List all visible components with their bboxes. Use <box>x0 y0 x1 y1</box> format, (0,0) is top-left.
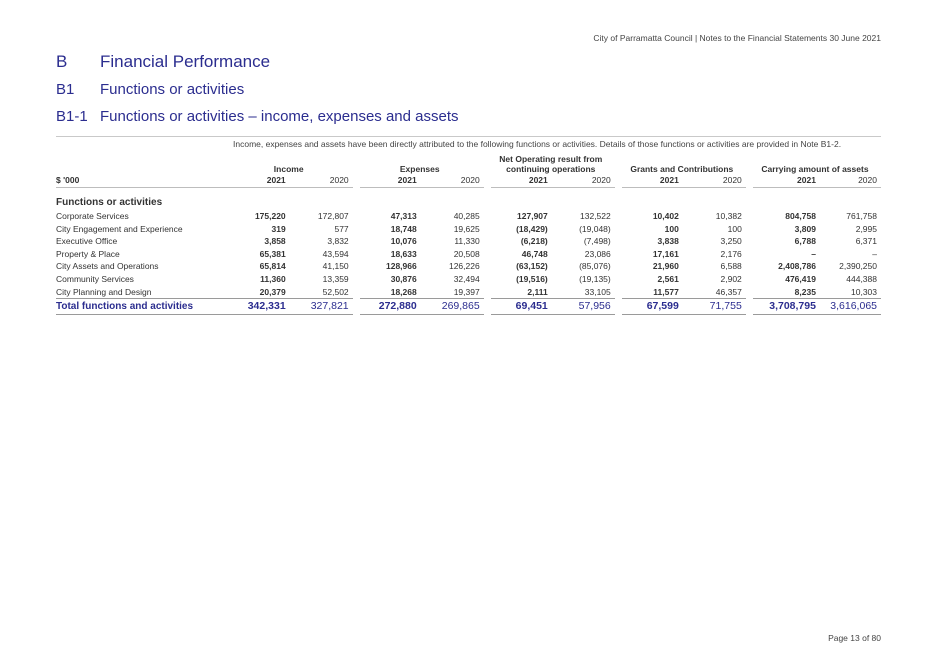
table-cell: 10,076 <box>390 236 417 247</box>
table-cell: 20,508 <box>453 248 480 259</box>
column-spacer <box>484 286 491 299</box>
heading-title: Financial Performance <box>100 52 271 71</box>
table-cell: 132,522 <box>580 211 611 221</box>
table-cell: 6,588 <box>720 261 742 272</box>
table-cell: 100 <box>664 223 679 234</box>
table-cell: 10,402 <box>652 211 679 221</box>
column-spacer <box>484 210 491 223</box>
column-spacer <box>746 235 753 248</box>
year-header: 2020 <box>552 174 615 188</box>
table-body <box>56 210 881 299</box>
table-row <box>56 235 881 248</box>
column-spacer <box>353 286 360 299</box>
group-line1 <box>753 154 881 164</box>
column-spacer <box>484 260 491 273</box>
section-heading-b1 <box>56 81 244 98</box>
table-cell: 10,382 <box>715 211 742 221</box>
table-cell: 127,907 <box>517 211 548 221</box>
heading-title: Functions or activities <box>100 81 245 98</box>
table-cell: 13,359 <box>322 273 349 284</box>
table-cell: 444,388 <box>846 273 877 284</box>
row-label: Community Services <box>56 273 134 284</box>
table-cell: 18,268 <box>390 286 417 297</box>
heading-number: B1 <box>56 81 75 98</box>
column-spacer <box>615 273 622 286</box>
group-assets-header: Carrying amount of assets <box>761 164 869 174</box>
heading-number: B <box>56 52 68 71</box>
group-header-row-2 <box>56 164 881 174</box>
table-cell: 2,408,786 <box>778 261 816 272</box>
table-cell: – <box>811 248 816 259</box>
table-cell: 175,220 <box>254 211 286 221</box>
table-cell: (85,076) <box>579 261 611 272</box>
column-spacer <box>353 273 360 286</box>
heading-divider <box>56 136 881 137</box>
table-cell: 57,956 <box>552 299 615 315</box>
table-cell: 476,419 <box>785 273 816 284</box>
unit-label: $ '000 <box>56 174 229 188</box>
table-cell: 19,397 <box>453 286 480 297</box>
year-header: 2021 <box>491 174 552 188</box>
table-cell: 172,807 <box>317 211 349 221</box>
column-spacer <box>746 223 753 236</box>
intro-text: Income, expenses and assets have been directly attributed to the following functions or activities. Details of those functions or activities are provided in Note B1-2. <box>233 139 842 149</box>
year-header: 2021 <box>360 174 421 188</box>
group-expenses-header: Expenses <box>399 164 440 174</box>
column-spacer <box>484 273 491 286</box>
section-heading-b <box>56 52 270 72</box>
column-spacer <box>746 210 753 223</box>
table-cell: 804,758 <box>785 211 816 221</box>
table-cell: 577 <box>334 223 349 234</box>
table-cell: 23,086 <box>584 248 611 259</box>
year-header: 2021 <box>229 174 290 188</box>
group-line1 <box>622 154 746 164</box>
table-cell: 11,360 <box>260 273 286 284</box>
column-spacer <box>484 223 491 236</box>
column-spacer <box>353 210 360 223</box>
table-cell: 46,357 <box>715 286 742 297</box>
table-cell: (6,218) <box>520 236 548 247</box>
table-cell: 11,330 <box>454 236 480 247</box>
table-cell: 128,966 <box>385 261 417 272</box>
row-label: Corporate Services <box>56 211 129 221</box>
table-cell: 65,814 <box>259 261 286 272</box>
table-cell: 2,176 <box>720 248 742 259</box>
column-spacer <box>615 286 622 299</box>
table-cell: 46,748 <box>521 248 548 259</box>
table-cell: 3,616,065 <box>820 299 881 315</box>
table-cell: 33,105 <box>584 286 611 297</box>
table-cell: 32,494 <box>453 273 480 284</box>
table-cell: 3,838 <box>657 236 679 247</box>
row-label: Executive Office <box>56 236 118 247</box>
functions-table <box>56 154 881 315</box>
table-cell: 30,876 <box>390 273 417 284</box>
table-cell: (19,135) <box>579 273 611 284</box>
table-cell: 43,594 <box>322 248 349 259</box>
document-header: City of Parramatta Council | Notes to the Financial Statements 30 June 2021 <box>593 33 881 43</box>
table-row <box>56 260 881 273</box>
column-spacer <box>615 260 622 273</box>
table-cell: – <box>872 248 877 259</box>
total-row <box>56 299 881 315</box>
section-title: Functions or activities <box>56 196 163 208</box>
table-row <box>56 273 881 286</box>
table-cell: 21,960 <box>652 261 679 272</box>
table-cell: 272,880 <box>360 299 421 315</box>
table-cell: 3,809 <box>794 223 816 234</box>
column-spacer <box>353 235 360 248</box>
group-line1: Net Operating result from <box>499 154 603 164</box>
table-cell: 69,451 <box>491 299 552 315</box>
table-cell: 71,755 <box>683 299 746 315</box>
table-row <box>56 210 881 223</box>
year-header: 2020 <box>683 174 746 188</box>
table-cell: 47,313 <box>390 211 417 221</box>
section-heading-b1-1 <box>56 108 459 125</box>
column-spacer <box>484 248 491 261</box>
column-spacer <box>353 260 360 273</box>
table-cell: 126,226 <box>448 261 480 272</box>
table-cell: 327,821 <box>290 299 353 315</box>
column-spacer <box>615 235 622 248</box>
page-number: Page 13 of 80 <box>828 633 881 643</box>
year-header: 2021 <box>753 174 820 188</box>
table-cell: 761,758 <box>846 211 877 221</box>
table-cell: 2,390,250 <box>839 261 877 272</box>
table-cell: 17,161 <box>652 248 679 259</box>
table-cell: 2,561 <box>657 273 679 284</box>
table-cell: 6,371 <box>855 236 877 247</box>
group-line1 <box>229 154 353 164</box>
total-label: Total functions and activities <box>56 299 229 315</box>
column-spacer <box>353 223 360 236</box>
table-cell: (63,152) <box>516 261 548 272</box>
table-cell: 342,331 <box>229 299 290 315</box>
table-row <box>56 248 881 261</box>
column-spacer <box>615 248 622 261</box>
table-cell: (7,498) <box>583 236 611 247</box>
year-header: 2020 <box>421 174 484 188</box>
column-spacer <box>746 260 753 273</box>
column-spacer <box>615 210 622 223</box>
table-cell: 3,858 <box>264 236 286 247</box>
table-cell: 18,633 <box>390 248 417 259</box>
row-label: City Assets and Operations <box>56 261 159 272</box>
table-cell: 2,995 <box>855 223 877 234</box>
table-row <box>56 223 881 236</box>
table-cell: 6,788 <box>794 236 816 247</box>
table-cell: 18,748 <box>390 223 417 234</box>
row-label: City Planning and Design <box>56 286 152 297</box>
group-header-row-1 <box>56 154 881 164</box>
table-cell: 8,235 <box>794 286 816 297</box>
table-cell: (19,048) <box>579 223 611 234</box>
heading-title: Functions or activities – income, expenses and assets <box>100 108 459 125</box>
year-header: 2021 <box>622 174 683 188</box>
table-cell: 100 <box>727 223 742 234</box>
group-income-header: Income <box>273 164 304 174</box>
table-cell: 2,902 <box>720 273 742 284</box>
column-spacer <box>746 248 753 261</box>
table-cell: 40,285 <box>453 211 480 221</box>
table-row <box>56 286 881 299</box>
column-spacer <box>746 273 753 286</box>
group-grants-header: Grants and Contributions <box>630 164 734 174</box>
column-spacer <box>353 248 360 261</box>
table-cell: 65,381 <box>259 248 286 259</box>
table-cell: 319 <box>271 223 286 234</box>
table-cell: (18,429) <box>516 223 548 234</box>
table-cell: 19,625 <box>453 223 480 234</box>
section-title-row <box>56 188 881 211</box>
heading-number: B1-1 <box>56 108 88 125</box>
column-spacer <box>484 235 491 248</box>
table-cell: 10,303 <box>851 286 877 297</box>
column-spacer <box>746 286 753 299</box>
group-net-operating-header: continuing operations <box>506 164 596 174</box>
table-cell: 3,832 <box>327 236 349 247</box>
table-cell: 41,150 <box>322 261 349 272</box>
row-label: Property & Place <box>56 248 120 259</box>
group-line1 <box>360 154 484 164</box>
row-label: City Engagement and Experience <box>56 223 183 234</box>
table-cell: 67,599 <box>622 299 683 315</box>
column-spacer <box>615 223 622 236</box>
table-cell: 3,708,795 <box>753 299 820 315</box>
table-cell: 11,577 <box>653 286 679 297</box>
year-header: 2020 <box>820 174 881 188</box>
year-header: 2020 <box>290 174 353 188</box>
table-cell: (19,516) <box>516 273 548 284</box>
table-cell: 20,379 <box>259 286 286 297</box>
table-cell: 2,111 <box>527 286 548 297</box>
table-cell: 269,865 <box>421 299 484 315</box>
table-cell: 3,250 <box>720 236 742 247</box>
year-header-row <box>56 174 881 188</box>
table-cell: 52,502 <box>322 286 349 297</box>
